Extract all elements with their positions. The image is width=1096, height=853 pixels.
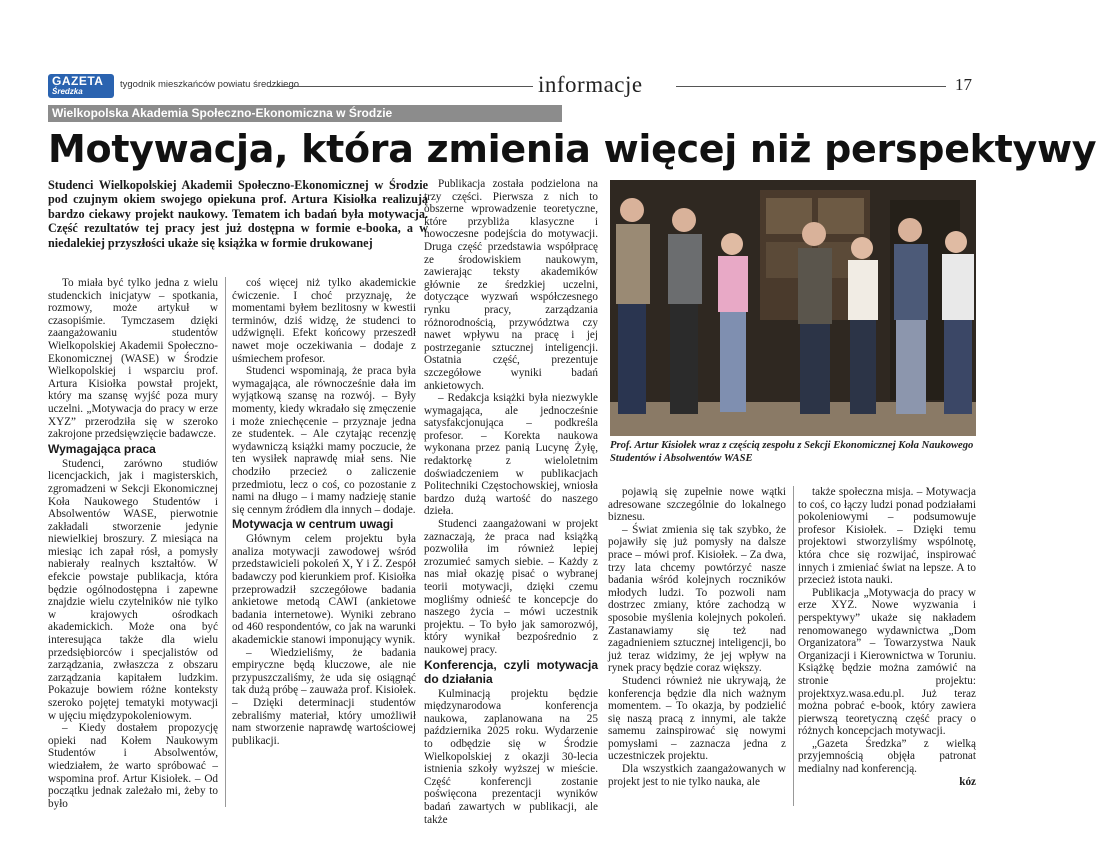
photo-caption: Prof. Artur Kisiołek wraz z częścią zespołu z Sekcji Ekonomicznej Koła Naukowego Studentów i Absolwentów WASE (610, 440, 974, 464)
paragraph: Studenci również nie ukrywają, że konferencja będzie dla nich ważnym momentem. – To okazja, by podzielić się naszą pracą z innymi, ale także samemu zainspirować się nowymi pomysłami – zaznacza jedna z uczestniczek projektu. (608, 674, 786, 763)
paragraph: Studenci wspominają, że praca była wymagająca, ale równocześnie dała im wyjątkową szansę na rozwój. – Były momenty, kiedy wkradało się zmęczenie i może zniechęcenie – przyznaje jedna ze studentek. – Ale czytając recenzję wydawniczą książki mamy poczucie, że ten wysiłek naprawdę miał sens. Nie chodziło przecież o zaliczenie przedmiotu, lecz o coś, co pozostanie z nami na długo – i mamy nadzieję stanie się cennym źródłem dla innych – dodaje. (232, 365, 416, 516)
article-headline: Motywacja, która zmienia więcej niż perspektywy (48, 127, 1096, 171)
paragraph: pojawią się zupełnie nowe wątki adresowane szczególnie do lokalnego biznesu. (608, 486, 786, 524)
paragraph: Studenci zaangażowani w projekt zaznaczają, że praca nad książką pozwoliła im również lepiej zrozumieć samych siebie. – Każdy z nas miał okazję pisać o wybranej teorii motywacji, dzięki czemu mogliśmy odnieść te koncepcje do naszego życia – mówi uczestnik projektu. – To było jak samorozwój, który wynikał bezpośrednio z naukowej pracy. (424, 518, 598, 656)
section-title: informacje (538, 72, 643, 97)
gazeta-logo (48, 74, 114, 98)
tagline: tygodnik mieszkańców powiatu średzkiego (120, 79, 300, 90)
subheading: Motywacja w centrum uwagi (232, 517, 394, 532)
institution-banner: Wielkopolska Akademia Społeczno-Ekonomiczna w Środzie (48, 105, 562, 122)
paragraph: coś więcej niż tylko akademickie ćwiczenie. I choć przyznaję, że momentami byłem bezlitosny w kwestii terminów, dziś widzę, że studenci to udźwignęli. Efekt końcowy przeszedł nawet moje oczekiwania – dodaje z uśmiechem profesor. (232, 277, 416, 365)
header-rule-right (676, 86, 946, 87)
text-column-1 (48, 277, 218, 810)
paragraph: – Wiedzieliśmy, że badania empiryczne będą kluczowe, ale nie przypuszczaliśmy, że uda się osiągnąć tak dużą próbę – zauważa prof. Kisiołek. – Dzięki determinacji studentów zebraliśmy materiał, który umożliwił nam stworzenie naprawdę wartościowej publikacji. (232, 646, 416, 747)
paragraph: – Świat zmienia się tak szybko, że pojawiły się już pomysły na dalsze prace – mówi prof. Kisiołek. – Za dwa, trzy lata chcemy powtórzyć nasze badania wśród kolejnych roczników młodych ludzi. To pozwoli nam dostrzec zmiany, które zachodzą w sposobie myślenia kolejnych pokoleń. Zastanawiamy się też nad zagadnieniem sztucznej inteligencji, bo już teraz widzimy, że jej wpływ na rynek pracy będzie coraz większy. (608, 523, 786, 675)
paragraph: Publikacja „Motywacja do pracy w erze XYZ. Nowe wyzwania i perspektywy” ukaże się nakładem renomowanego wydawnictwa „Dom Organizatora” – Towarzystwa Nauk Organizacji i Kierownictwa w Toruniu. Książkę będzie można zamówić na stronie projektu: projektxyz.wasa.edu.pl. Już teraz można pobrać e-book, który zawiera pierwszą teoretyczną część pracy o różnych koncepcjach motywacji. (798, 586, 976, 738)
article-lead: Studenci Wielkopolskiej Akademii Społeczno-Ekonomicznej w Środzie pod czujnym okiem swojego opiekuna prof. Artura Kisiołka realizują bardzo ciekawy projekt naukowy. Tematem ich badań była motywacja. Część rezultatów tej pracy jest już dostępna w formie e-booka, a w niedalekiej przyszłości ukaże się książka w formie drukowanej (48, 178, 428, 250)
paragraph: Dla wszystkich zaangażowanych w projekt jest to nie tylko nauka, ale (608, 763, 786, 788)
paragraph: „Gazeta Średzka” z wielką przyjemnością objęła patronat medialny nad konferencją. (798, 737, 976, 776)
column-divider (225, 277, 226, 807)
logo-title: GAZETA (52, 74, 104, 88)
logo-subtitle: Średzka (52, 87, 83, 96)
team-photo (610, 180, 976, 436)
paragraph: Studenci, zarówno studiów licencjackich, jak i magisterskich, zgromadzeni w Sekcji Ekonomicznej Koła Naukowego Studentów i Absolwentów WASE, pierwotnie zakładali stworzenie jedynie niewielkiej broszury. Z miesiąca na miesiąc ich zapał rósł, a pomysły nabierały realnych kształtów. W efekcie powstaje publikacja, która będzie ogólnodostępna i zapewne znajdzie wielu czytelników nie tylko w krajowych ośrodkach akademickich. Może ona być interesująca także dla wielu przedsiębiorców i specjalistów od zarządzania, zwłaszcza z obszaru zarządzania kapitałem ludzkim. Pokazuje bowiem różne konteksty szeroko pojętej tematyki motywacji w ujęciu międzypokoleniowym. (48, 457, 218, 722)
paragraph: Kulminacją projektu będzie międzynarodowa konferencja naukowa, zaplanowana na 25 października 2025 roku. Wydarzenie to odbędzie się w Środzie Wielkopolskiej z okazji 30-lecia istnienia szkoły wyższej w mieście. Część konferencji zostanie poświęcona prezentacji wyników badań zawartych w publikacji, ale także (424, 687, 598, 826)
paragraph: – Redakcja książki była niezwykle wymagająca, ale jednocześnie satysfakcjonująca – podkreśla profesor. – Korekta naukowa wykonana przez panią Lucynę Żyłę, redaktorkę z wieloletnim doświadczeniem w publikacjach Politechniki Częstochowskiej, wniosła bardzo dużą wartość do naszego dzieła. (424, 392, 598, 518)
column-divider (793, 486, 794, 806)
team-photo-illustration (610, 180, 976, 436)
page-header (48, 72, 976, 102)
paragraph: – Kiedy dostałem propozycję opieki nad Kołem Naukowym Studentów i Absolwentów, wiedziałem, że warto spróbować – wspomina prof. Artur Kisiołek. – Od początku jednak zależało mi, żeby to było (48, 722, 218, 810)
text-column-4 (608, 486, 786, 807)
page-number: 17 (955, 75, 972, 94)
newspaper-page (48, 72, 1096, 826)
author-signature: kóz (959, 775, 976, 788)
subheading: Konferencja, czyli motywacja do działania (424, 657, 598, 686)
paragraph: także społeczna misja. – Motywacja to coś, co łączy ludzi ponad podziałami pokoleniowymi – podsumowuje profesor Kisiołek. – Dzięki temu projektowi stworzyliśmy wspólnotę, która chce się rozwijać, inspirować innych i zmieniać świat na lepsze. A to przecież istota nauki. (798, 486, 976, 587)
paragraph: To miała być tylko jedna z wielu studenckich inicjatyw – spotkania, rozmowy, może artykuł w czasopiśmie. Tymczasem dzięki zaangażowaniu studentów Wielkopolskiej Akademii Społeczno-Ekonomicznej (WASE) w Środzie Wielkopolskiej i wsparciu prof. Artura Kisiołka powstał projekt, który ma szansę wyjść poza mury uczelni. „Motywacja do pracy w erze XYZ” przerodziła się w szeroko zakrojone przedsięwzięcie badawcze. (48, 277, 218, 441)
subheading: Wymagająca praca (48, 441, 156, 456)
text-column-3 (424, 178, 598, 826)
header-rule-left (268, 86, 533, 87)
text-column-2 (232, 277, 416, 807)
text-column-5 (798, 486, 976, 807)
paragraph: Głównym celem projektu była analiza motywacji zawodowej wśród przedstawicieli pokoleń X, Y i Z. Zespół badawczy pod kierunkiem prof. Kisiołka przeprowadził szczegółowe badania ankietowe metodą CAWI (ankietowe badania internetowe). Wyniki zebrano od 460 respondentów, co jak na warunki akademickie stanowi imponujący wynik. (232, 533, 416, 647)
paragraph: Publikacja została podzielona na trzy części. Pierwsza z nich to obszerne wprowadzenie teoretyczne, które przybliża klasyczne i nowoczesne podejścia do motywacji. Druga część przedstawia współpracę ze środowiskiem naukowym, zawierając teksty akademików głównie ze średzkiej uczelni, dotyczące wyzwań współczesnego rynku pracy, zarządzania różnorodnością, przywództwa czy nawet wpływu na pracę i jej postrzeganie sztucznej inteligencji. Ostatnia część, prezentuje szczegółowe wyniki badań ankietowych. (424, 178, 598, 392)
